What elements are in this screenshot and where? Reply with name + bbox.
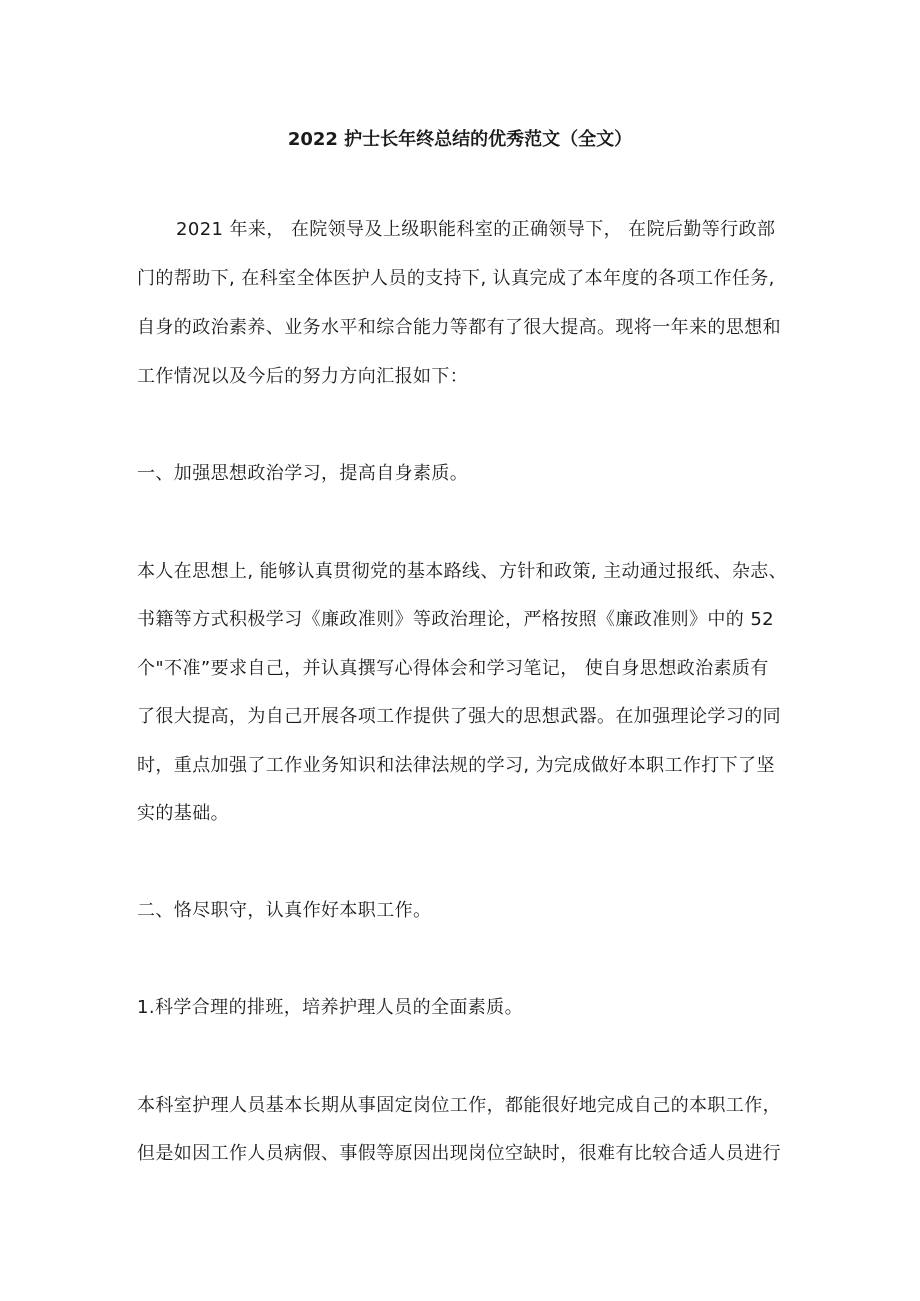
intro-line: 门的帮助下, 在科室全体医护人员的支持下, 认真完成了本年度的各项工作任务, xyxy=(137,268,775,289)
section1-body-line: 时，重点加强了工作业务知识和法律法规的学习, 为完成做好本职工作打下了坚 xyxy=(137,755,775,776)
intro-line: 工作情况以及今后的努力方向汇报如下： xyxy=(137,366,469,387)
intro-line: 2021 年来， 在院领导及上级职能科室的正确领导下， 在院后勤等行政部 xyxy=(176,219,776,240)
intro-line: 自身的政治素养、业务水平和综合能力等都有了很大提高。现将一年来的思想和 xyxy=(137,317,781,338)
section2-heading: 二、恪尽职守，认真作好本职工作。 xyxy=(137,900,432,921)
section1-body-line: 了很大提高，为自己开展各项工作提供了强大的思想武器。在加强理论学习的同 xyxy=(137,706,781,727)
subsection1-body-line: 本科室护理人员基本长期从事固定岗位工作，都能很好地完成自己的本职工作， xyxy=(137,1095,781,1116)
section1-body-line: 书籍等方式积极学习《廉政准则》等政治理论，严格按照《廉政准则》中的 52 xyxy=(137,609,775,630)
section1-body-line: 实的基础。 xyxy=(137,803,229,824)
subsection1-body-line: 但是如因工作人员病假、事假等原因出现岗位空缺时，很难有比较合适人员进行 xyxy=(137,1143,781,1164)
section1-body-line: 本人在思想上, 能够认真贯彻党的基本路线、方针和政策, 主动通过报纸、杂志、 xyxy=(137,561,788,582)
document-title: 2022 护士长年终总结的优秀范文（全文） xyxy=(287,129,633,150)
section1-body-line: 个"不准”要求自己，并认真撰写心得体会和学习笔记， 使自身思想政治素质有 xyxy=(137,658,769,679)
subsection1-heading: 1.科学合理的排班，培养护理人员的全面素质。 xyxy=(137,997,523,1018)
section1-heading: 一、加强思想政治学习，提高自身素质。 xyxy=(137,463,469,484)
